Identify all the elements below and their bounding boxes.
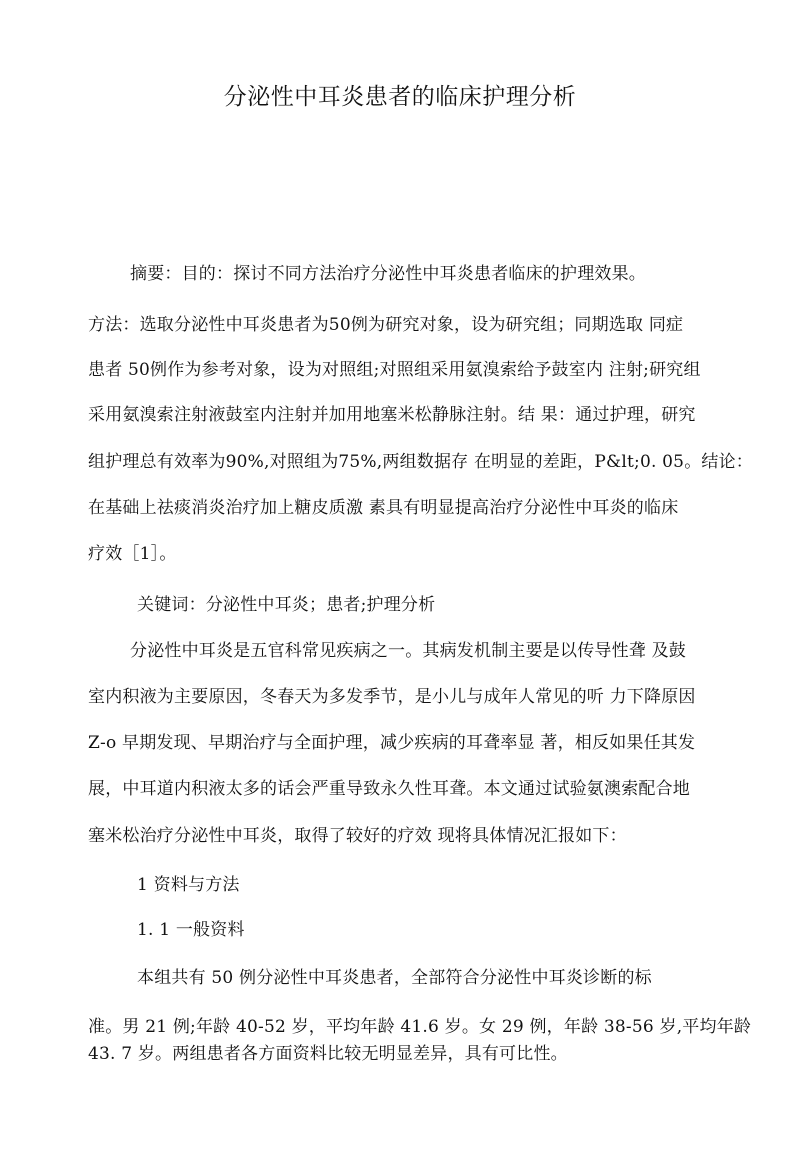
abstract-line: 患者 50例作为参考对象，设为对照组;对照组采用氨溴索给予鼓室内 注射;研究组	[88, 360, 701, 380]
abstract-line: 摘要：目的：探讨不同方法治疗分泌性中耳炎患者临床的护理效果。	[130, 264, 646, 284]
body-line: 分泌性中耳炎是五官科常见疾病之一。其病发机制主要是以传导性聋 及鼓	[130, 641, 687, 661]
body-line: 43. 7 岁。两组患者各方面资料比较无明显差异，具有可比性。	[88, 1044, 568, 1064]
body-line: 室内积液为主要原因，冬春天为多发季节，是小儿与成年人常见的听 力下降原因	[88, 687, 696, 707]
body-line: Z-o 早期发现、早期治疗与全面护理，减少疾病的耳聋率显 著，相反如果任其发	[88, 733, 696, 753]
body-line: 塞米松治疗分泌性中耳炎，取得了较好的疗效 现将具体情况汇报如下：	[88, 826, 627, 846]
body-line: 本组共有 50 例分泌性中耳炎患者，全部符合分泌性中耳炎诊断的标	[137, 968, 652, 988]
body-line: 展，中耳道内积液太多的话会严重导致永久性耳聋。本文通过试验氨澳索配合地	[88, 779, 690, 799]
abstract-line: 组护理总有效率为90%,对照组为75%,两组数据存 在明显的差距，P&lt;0. 05。结论：	[88, 452, 754, 472]
body-line: 准。男 21 例;年龄 40-52 岁，平均年龄 41.6 岁。女 29 例，年龄 38-56 岁,平均年龄	[88, 1017, 752, 1037]
abstract-line: 方法：选取分泌性中耳炎患者为50例为研究对象，设为研究组；同期选取 同症	[88, 315, 684, 335]
abstract-line: 疗效［1］。	[88, 544, 177, 564]
abstract-line: 在基础上祛痰消炎治疗加上糖皮质激 素具有明显提高治疗分泌性中耳炎的临床	[88, 498, 679, 518]
subsection-heading: 1. 1 一般资料	[137, 920, 245, 940]
keywords: 关键词：分泌性中耳炎；患者;护理分析	[137, 595, 436, 615]
abstract-line: 采用氨溴索注射液鼓室内注射并加用地塞米松静脉注射。结 果：通过护理，研究	[88, 405, 696, 425]
section-heading: 1 资料与方法	[137, 875, 240, 895]
paper-title: 分泌性中耳炎患者的临床护理分析	[223, 84, 577, 110]
